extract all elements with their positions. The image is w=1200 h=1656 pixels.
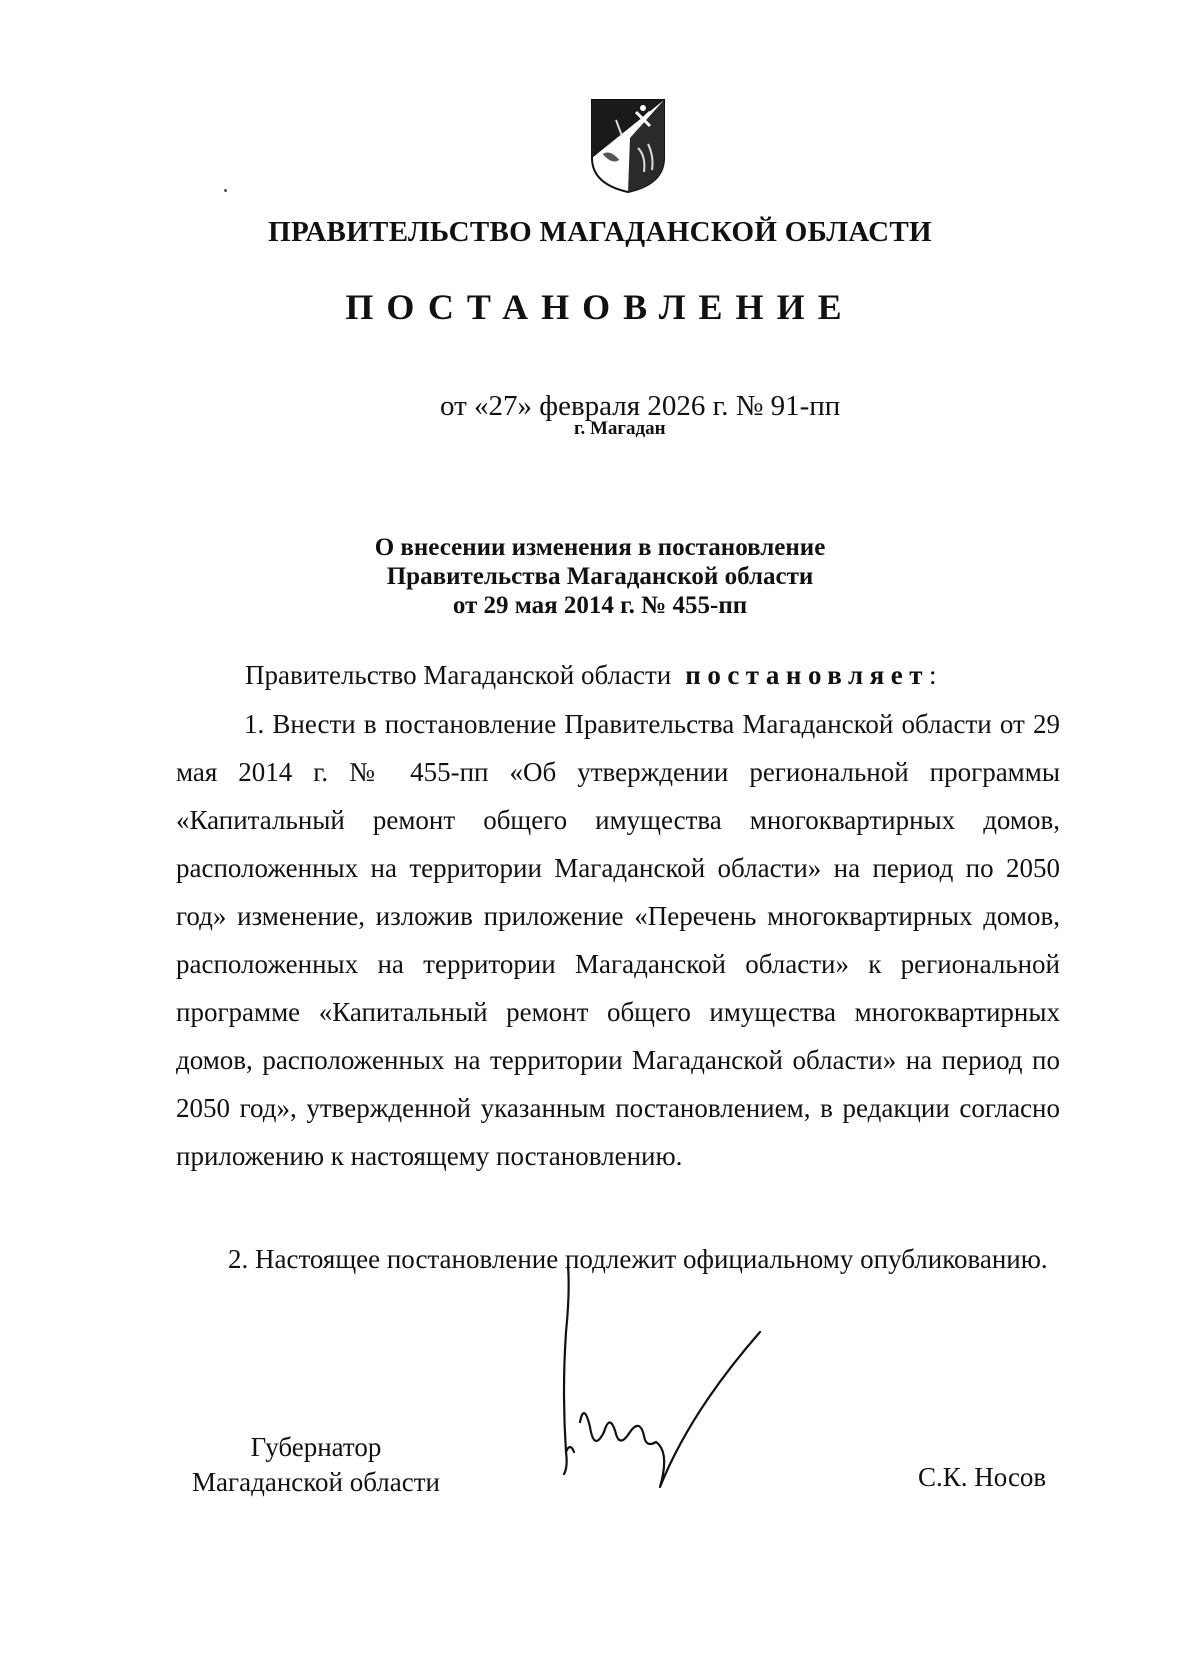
- signer-name: С.К. Носов: [918, 1462, 1047, 1492]
- document-subject: [0, 533, 1200, 620]
- subject-line: Правительства Магаданской области: [386, 563, 814, 590]
- signer-position-line: Магаданской области: [192, 1467, 440, 1497]
- paragraph-2: 2. Настоящее постановление подлежит официальному опубликованию.: [228, 1244, 1048, 1274]
- document-type-title: ПОСТАНОВЛЕНИЕ: [345, 287, 855, 327]
- scan-speck: [224, 189, 227, 192]
- subject-line: О внесении изменения в постановление: [374, 534, 826, 561]
- preamble-verb: постановляет: [685, 660, 930, 690]
- preamble-colon: :: [929, 660, 937, 690]
- signer-position-line: Губернатор: [250, 1432, 382, 1462]
- preamble: [245, 660, 937, 691]
- paragraph-1: 1. Внести в постановление Правительства Магаданской области от 29 мая 2014 г. № 455-пп «Об утверждении региональной программы «Капитальный ремонт общего имущества многоквартирных домов, расположенных на территории Магаданской области» на период по 2050 год» изменение, изложив приложение «Перечень многоквартирных домов, расположенных на территории Магаданской области» к региональной программе «Капитальный ремонт общего имущества многоквартирных домов, расположенных на территории Магаданской области» на период по 2050 год», утвержденной указанным постановлением, в редакции согласно приложению к настоящему постановлению.: [176, 709, 1060, 1171]
- document-date-number: от «27» февраля 2026 г. № 91-пп: [440, 390, 841, 422]
- preamble-text: Правительство Магаданской области: [245, 660, 672, 690]
- subject-line: от 29 мая 2014 г. № 455-пп: [452, 592, 748, 619]
- handwritten-signature-icon: [560, 1252, 780, 1492]
- signer-position: [186, 1430, 446, 1500]
- document-city: г. Магадан: [574, 418, 666, 439]
- government-title: ПРАВИТЕЛЬСТВО МАГАДАНСКОЙ ОБЛАСТИ: [268, 216, 932, 248]
- magadan-coat-of-arms-icon: [590, 98, 666, 194]
